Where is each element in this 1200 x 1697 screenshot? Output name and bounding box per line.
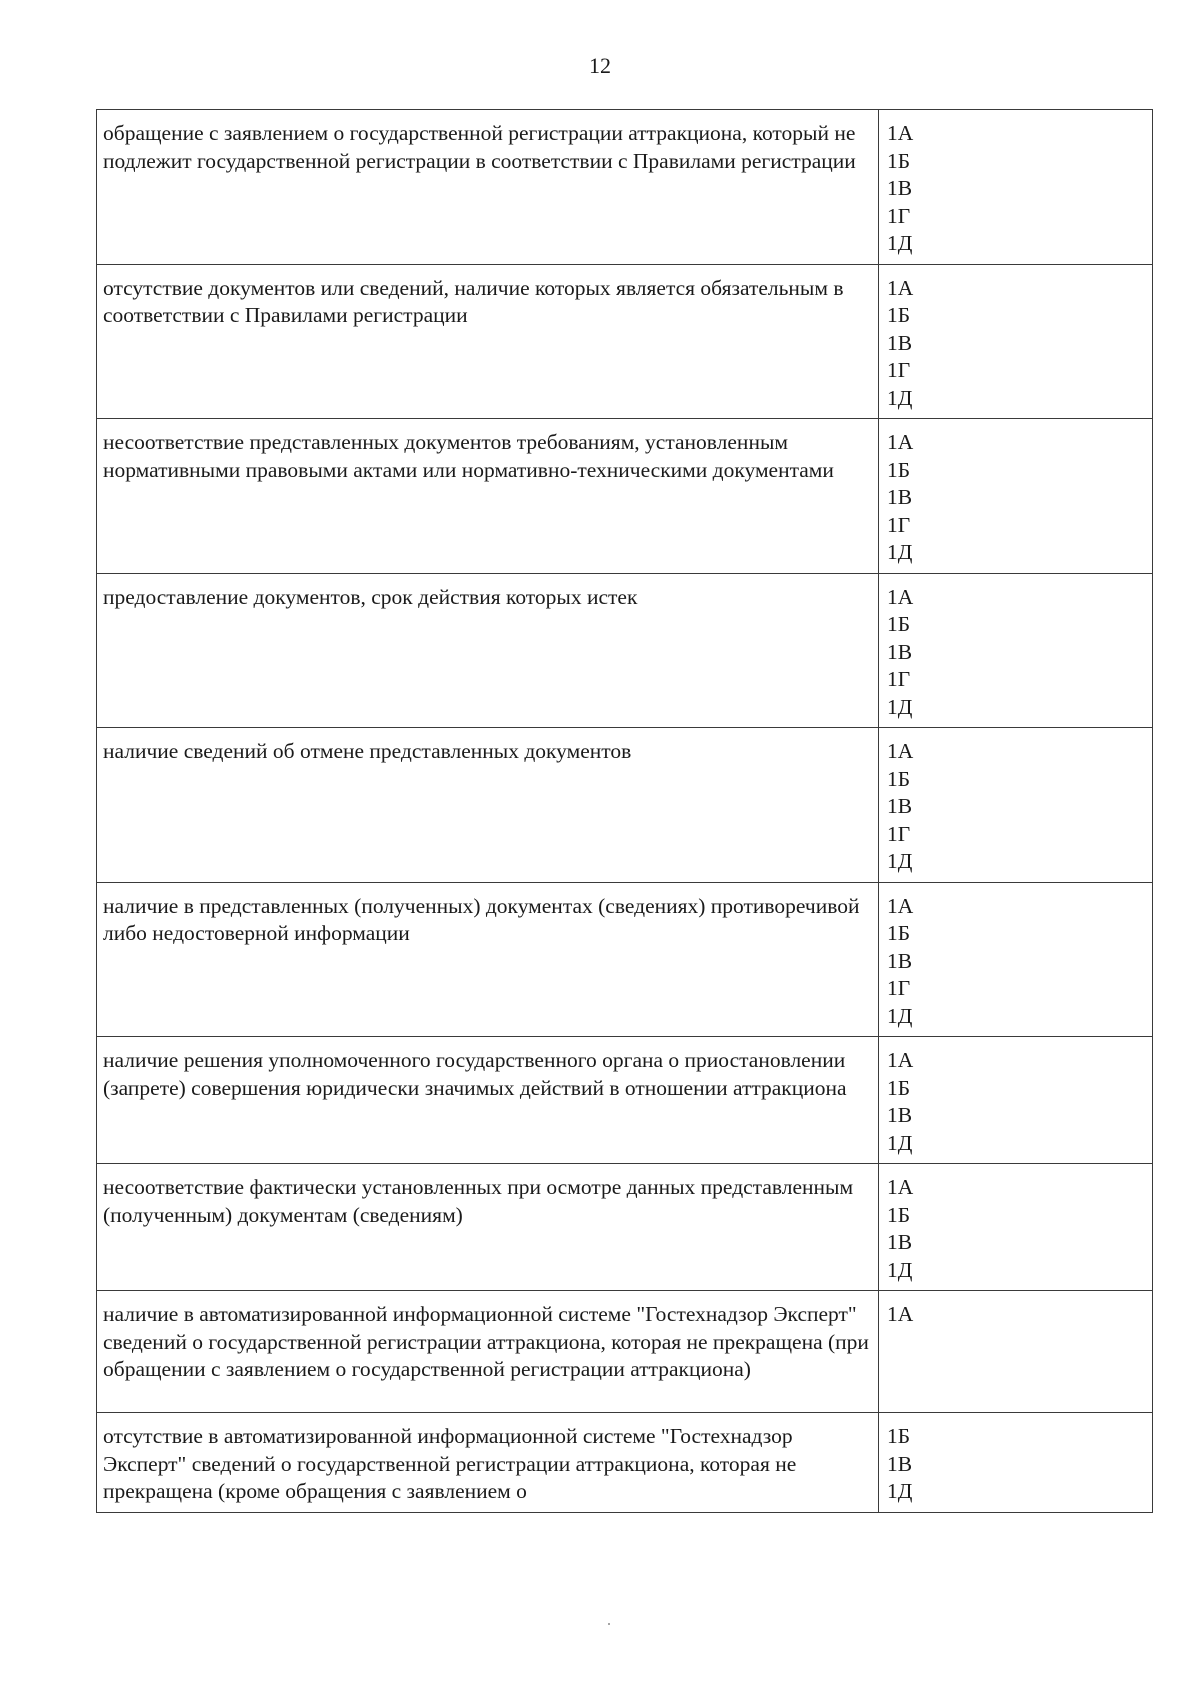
row-description: наличие в автоматизированной информационной системе "Гостехнадзор Эксперт" сведений о государственной регистрации аттракциона, которая не прекращена (при обращении с заявлением о государственной регистрации аттракциона) [97,1291,879,1413]
code-item: 1Б [887,148,911,173]
code-item: 1В [887,330,913,355]
row-description: несоответствие фактически установленных при осмотре данных представленным (полученным) документам (сведениям) [97,1164,879,1291]
code-item: 1Б [887,1424,911,1448]
table-row [97,728,1153,883]
row-codes [879,1164,1153,1291]
row-codes [879,728,1153,883]
table-row [97,264,1153,419]
code-item: 1Б [887,1075,911,1100]
row-description: предоставление документов, срок действия которых истек [97,573,879,728]
code-item: 1А [887,893,914,918]
code-item: 1А [887,275,914,300]
code-item: 1В [887,948,913,973]
row-codes [879,1291,1153,1413]
code-item: 1А [887,1175,914,1199]
code-item: 1Д [887,1479,913,1503]
row-codes [879,1413,1153,1513]
row-description: наличие решения уполномоченного государственного органа о приостановлении (запрете) совершения юридически значимых действий в отношении аттракциона [97,1037,879,1164]
document-table [96,109,1153,1513]
row-codes [879,882,1153,1037]
code-item: 1Д [887,1130,913,1155]
code-item: 1А [887,739,914,763]
row-description: обращение с заявлением о государственной регистрации аттракциона, который не подлежит государственной регистрации в соответствии с Правилами регистрации [97,110,879,265]
code-item: 1В [887,485,913,509]
row-description: отсутствие в автоматизированной информационной системе "Гостехнадзор Эксперт" сведений о государственной регистрации аттракциона, которая не прекращена (кроме обращения с заявлением о [97,1413,879,1513]
code-item: 1Д [887,385,913,410]
code-item: 1А [887,121,914,145]
code-item: 1Г [887,821,911,846]
code-item: 1Д [887,849,913,873]
row-description: несоответствие представленных документов требованиям, установленным нормативными правовыми актами или нормативно-техническими документами [97,419,879,574]
code-item: 1А [887,1048,914,1072]
page-number: 12 [589,53,611,78]
code-item: 1Б [887,1202,911,1227]
code-item: 1Д [887,694,913,719]
table-row [97,1413,1153,1513]
code-item: 1Б [887,612,911,636]
row-codes [879,1037,1153,1164]
code-item: 1А [887,430,914,454]
table-row [97,1291,1153,1413]
table-row [97,882,1153,1037]
code-item: 1А [887,1302,914,1326]
table-body [97,110,1153,1513]
row-codes [879,264,1153,419]
row-description: наличие в представленных (полученных) документах (сведениях) противоречивой либо недостоверной информации [97,882,879,1037]
code-item: 1В [887,639,913,664]
row-codes [879,573,1153,728]
table-row [97,1037,1153,1164]
code-item: 1В [887,176,913,200]
code-item: 1А [887,584,914,609]
row-codes [879,110,1153,265]
code-item: 1Г [887,358,911,382]
code-item: 1Б [887,303,911,327]
code-item: 1Г [887,203,911,228]
code-item: 1Б [887,921,911,945]
code-item: 1Г [887,512,911,537]
code-item: 1Д [887,231,913,255]
row-description: отсутствие документов или сведений, наличие которых является обязательным в соответствии с Правилами регистрации [97,264,879,419]
code-item: 1Б [887,766,911,791]
code-item: 1Г [887,976,911,1000]
code-item: 1В [887,794,913,818]
table-row [97,110,1153,265]
code-item: 1Б [887,457,911,482]
code-item: 1Д [887,540,913,564]
code-item: 1Г [887,667,911,691]
table-row [97,419,1153,574]
code-item: 1В [887,1103,913,1127]
code-item: 1В [887,1230,913,1254]
row-description: наличие сведений об отмене представленных документов [97,728,879,883]
table-row [97,1164,1153,1291]
code-item: 1Д [887,1003,913,1028]
table-row [97,573,1153,728]
code-item: 1Д [887,1257,913,1282]
scan-artifact-dot [608,1623,610,1625]
code-item: 1В [887,1451,913,1476]
row-codes [879,419,1153,574]
